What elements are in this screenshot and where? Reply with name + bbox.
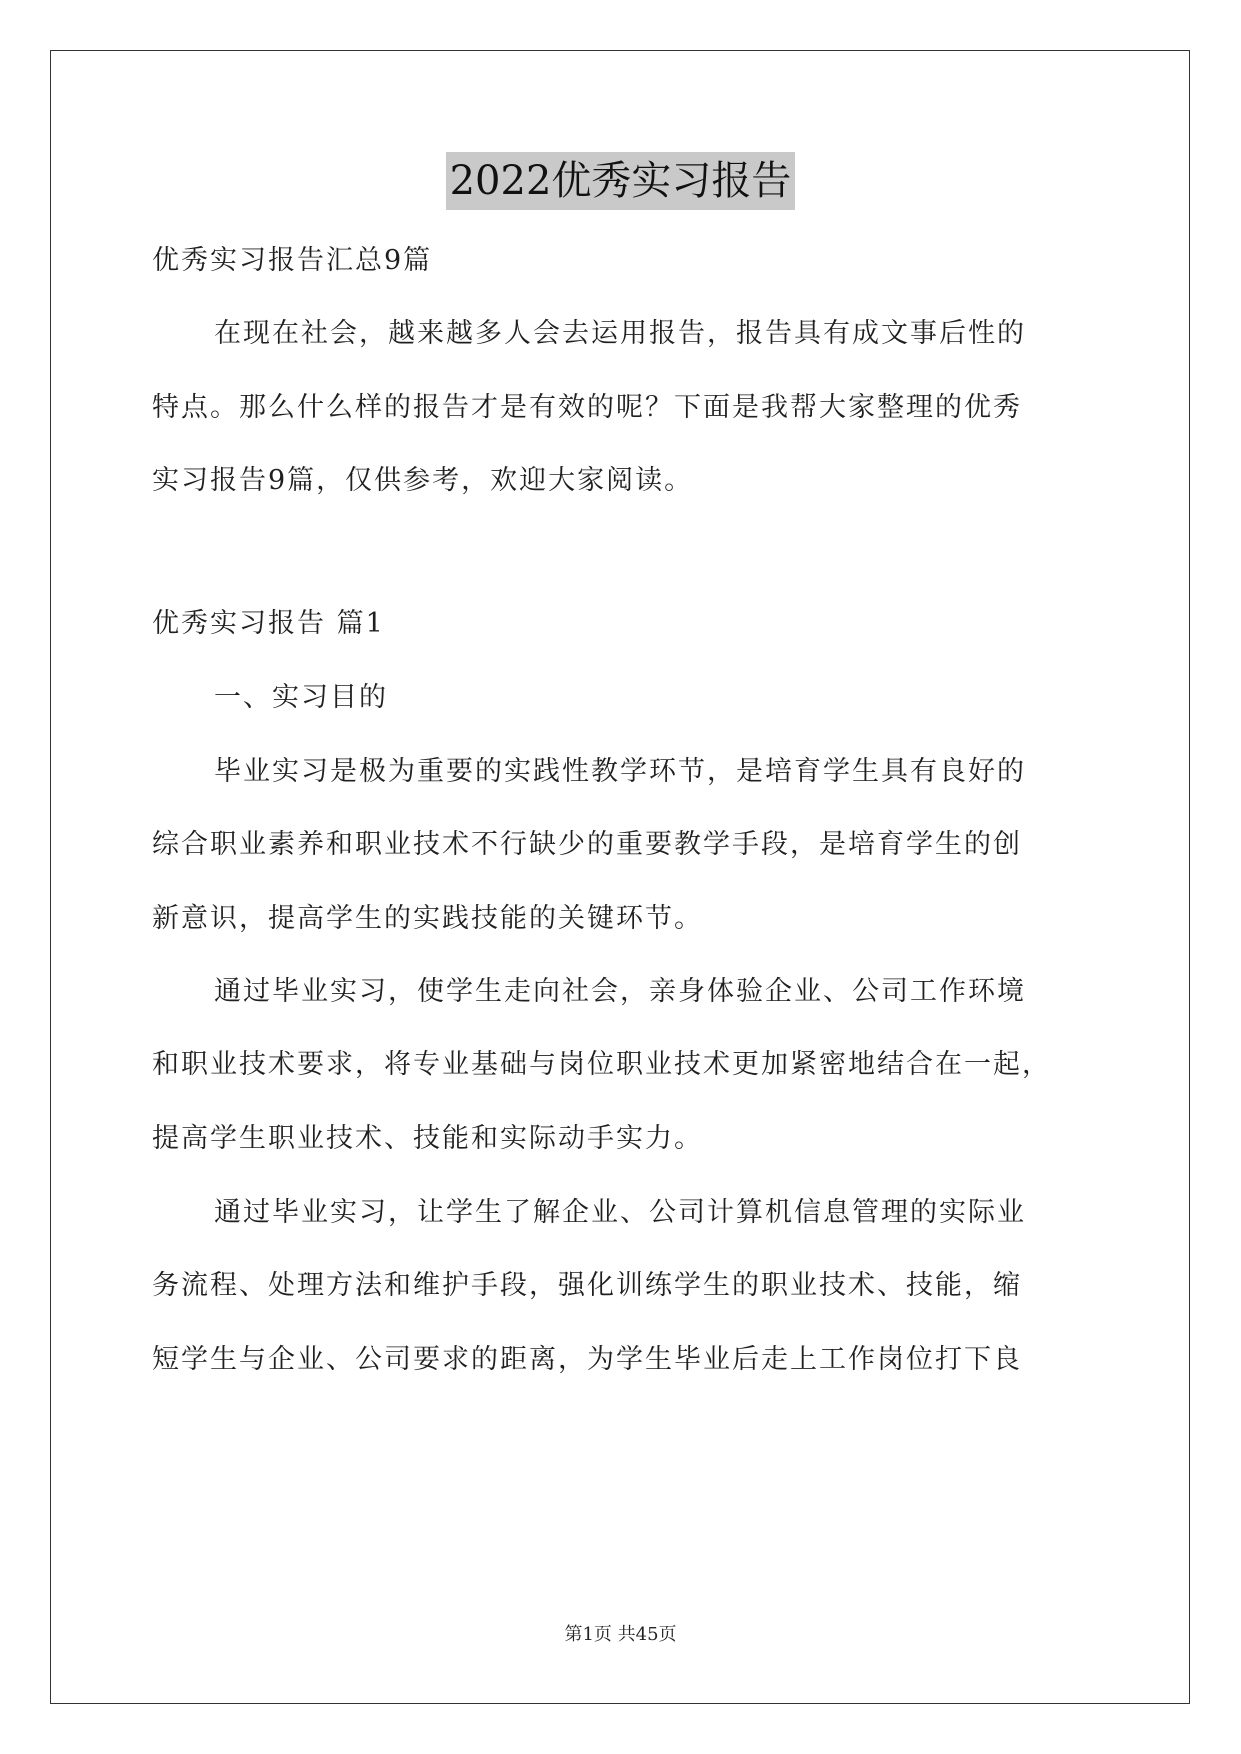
- page-border: [50, 50, 1190, 1704]
- paragraph-1-line-3: 新意识，提高学生的实践技能的关键环节。: [152, 903, 703, 934]
- paragraph-3-line-2: 务流程、处理方法和维护手段，强化训练学生的职业技术、技能，缩: [152, 1270, 1022, 1301]
- paragraph-2-line-3: 提高学生职业技术、技能和实际动手实力。: [152, 1123, 703, 1154]
- paragraph-1-line-2: 综合职业素养和职业技术不行缺少的重要教学手段，是培育学生的创: [152, 829, 1022, 860]
- intro-line-2: 特点。那么什么样的报告才是有效的呢？下面是我帮大家整理的优秀: [152, 392, 1022, 423]
- intro-line-3: 实习报告9篇，仅供参考，欢迎大家阅读。: [152, 465, 694, 496]
- intro-line-1: 在现在社会，越来越多人会去运用报告，报告具有成文事后性的: [214, 318, 1026, 349]
- document-title-text: 2022优秀实习报告: [446, 152, 796, 210]
- paragraph-2-line-2: 和职业技术要求，将专业基础与岗位职业技术更加紧密地结合在一起，: [152, 1049, 1051, 1080]
- page-footer: 第1页 共45页: [564, 1624, 677, 1645]
- subheading: 一、实习目的: [214, 682, 388, 713]
- document-title: [0, 152, 1241, 214]
- collection-subtitle: 优秀实习报告汇总9篇: [152, 245, 433, 276]
- paragraph-3-line-1: 通过毕业实习，让学生了解企业、公司计算机信息管理的实际业: [214, 1197, 1026, 1228]
- paragraph-1-line-1: 毕业实习是极为重要的实践性教学环节，是培育学生具有良好的: [214, 756, 1026, 787]
- section-heading: 优秀实习报告 篇1: [152, 608, 385, 639]
- paragraph-2-line-1: 通过毕业实习，使学生走向社会，亲身体验企业、公司工作环境: [214, 976, 1026, 1007]
- paragraph-3-line-3: 短学生与企业、公司要求的距离，为学生毕业后走上工作岗位打下良: [152, 1344, 1022, 1375]
